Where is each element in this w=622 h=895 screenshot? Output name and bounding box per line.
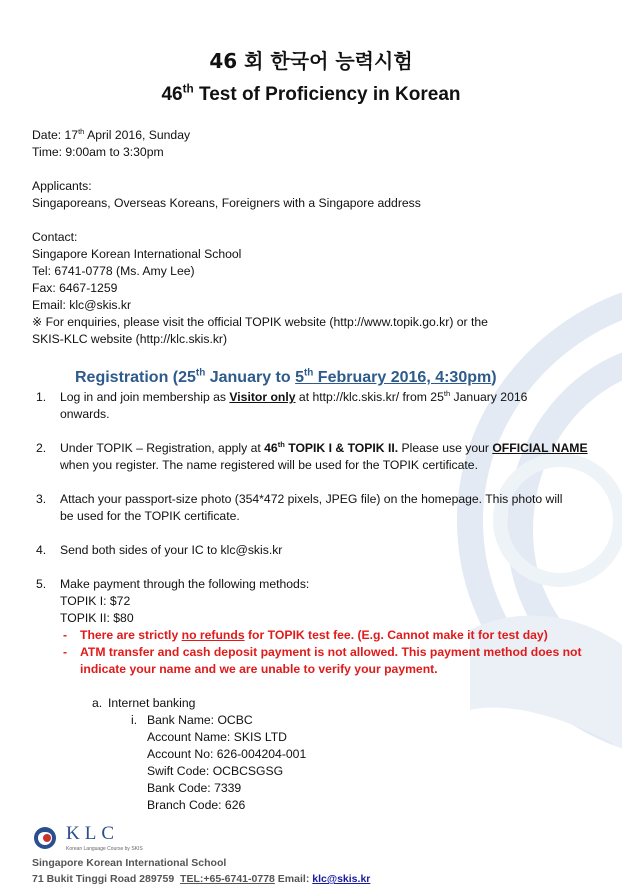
warning-dash-1: - [63,628,68,642]
warning-dash-2: - [63,645,68,659]
account-number: Account No: 626-004204-001 [147,747,307,761]
step-1-line2: onwards. [60,407,110,421]
step-4-number: 4. [36,543,47,557]
contact-school: Singapore Korean International School [32,247,242,261]
footer-school: Singapore Korean International School [32,857,227,869]
footer-address: 71 Bukit Tinggi Road 289759 [32,873,175,885]
step-1-number: 1. [36,390,47,404]
branch-code: Branch Code: 626 [147,798,246,812]
contact-fax: Fax: 6467-1259 [32,281,118,295]
title-korean: 46 회 한국어 능력시험 [209,49,413,73]
banking-roman: i. [131,713,138,727]
step-1-line1: Log in and join membership as Visitor only at http://klc.skis.kr/ from 25th January 2016 [60,388,528,404]
contact-label: Contact: [32,230,78,244]
title-english: 46th Test of Proficiency in Korean [161,82,461,105]
enquiry-note-line2: SKIS-KLC website (http://klc.skis.kr) [32,332,228,346]
bank-code: Bank Code: 7339 [147,781,242,795]
contact-tel: Tel: 6741-0778 (Ms. Amy Lee) [32,264,195,278]
applicants-label: Applicants: [32,179,92,193]
step-2-line1: Under TOPIK – Registration, apply at 46th TOPIK I & TOPIK II. Please use your OFFICIAL NAME [60,439,588,455]
step-5-text: Make payment through the following methods: [60,577,310,591]
warning-no-refunds: There are strictly no refunds for TOPIK test fee. (E.g. Cannot make it for test day) [80,628,548,642]
price-topik-1: TOPIK I: $72 [60,594,131,608]
banking-letter: a. [92,696,103,710]
footer-tel: TEL:+65-6741-0778 [180,873,275,885]
exam-date: Date: 17th April 2016, Sunday [32,126,191,142]
step-2-line2: when you register. The name registered will be used for the TOPIK certificate. [60,458,478,472]
account-name: Account Name: SKIS LTD [147,730,287,744]
logo-text: KLC [66,823,119,844]
warning-atm-line1: ATM transfer and cash deposit payment is not allowed. This payment method does not [80,645,582,659]
bank-name: Bank Name: OCBC [147,713,253,727]
footer-email-link[interactable]: klc@skis.kr [312,873,371,885]
footer-contact: 71 Bukit Tinggi Road 289759 TEL:+65-6741-0778 Email: klc@skis.kr [32,873,371,885]
swift-code: Swift Code: OCBCSGSG [147,764,284,778]
applicants-text: Singaporeans, Overseas Koreans, Foreigners with a Singapore address [32,196,421,210]
banking-title: Internet banking [108,696,196,710]
price-topik-2: TOPIK II: $80 [60,611,134,625]
step-5-number: 5. [36,577,47,591]
step-4-text: Send both sides of your IC to klc@skis.kr [60,543,283,557]
enquiry-note-line1: ※ For enquiries, please visit the official TOPIK website (http://www.topik.go.kr) or the [32,315,488,329]
warning-atm-line2: indicate your name and we are unable to verify your payment. [80,662,438,676]
step-3-line1: Attach your passport-size photo (354*472 pixels, JPEG file) on the homepage. This photo will [60,492,563,506]
step-3-number: 3. [36,492,47,506]
step-3-line2: be used for the TOPIK certificate. [60,509,240,523]
logo-subtext: Korean Language Course by SKIS [66,846,143,852]
step-2-number: 2. [36,441,47,455]
contact-email: Email: klc@skis.kr [32,298,132,312]
registration-heading: Registration (25th January to 5th February 2016, 4:30pm) [75,367,497,386]
exam-time: Time: 9:00am to 3:30pm [32,145,164,159]
